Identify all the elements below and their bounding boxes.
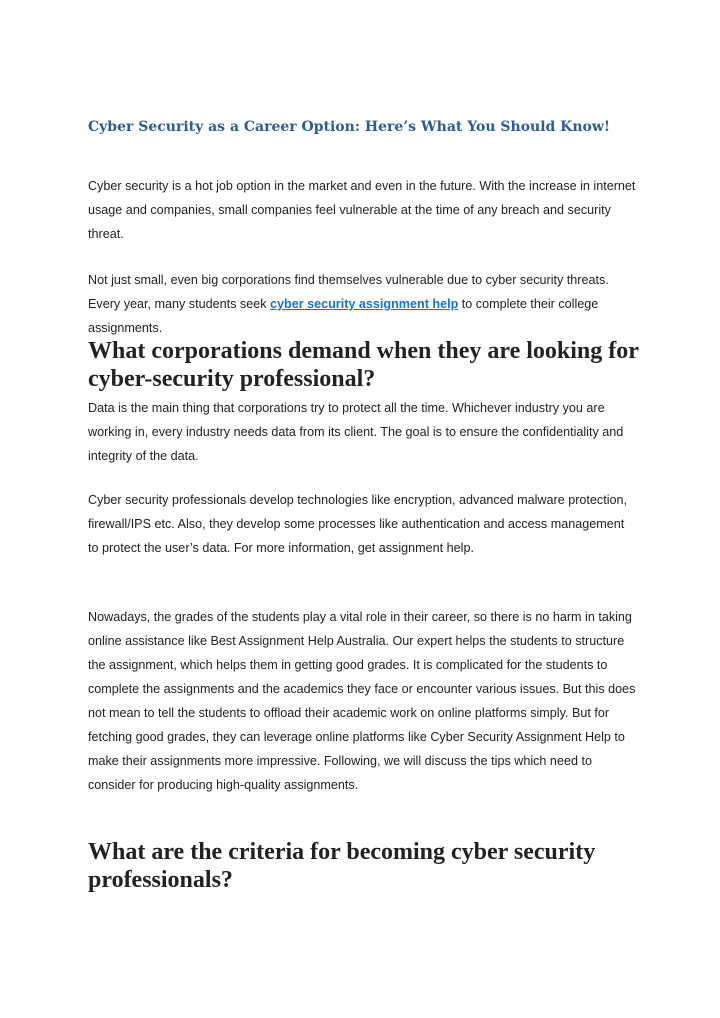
document-title: Cyber Security as a Career Option: Here’s What You Should Know! — [88, 119, 611, 135]
section-heading-corporations-demand: What corporations demand when they are looking for cyber-security professional? — [88, 338, 639, 392]
second-paragraph-text-after-link: to complete their college assignments. — [88, 297, 599, 335]
section-heading-criteria: What are the criteria for becoming cyber security professionals? — [88, 839, 596, 893]
student-grades-paragraph: Nowadays, the grades of the students play a vital role in their career, so there is no harm in taking online assistance like Best Assignment Help Australia. Our expert helps the students to structure the assignment, which helps them in getting good grades. It is complicated for the students to complete the assignments and the academics they face or encounter various issues. But this does not mean to tell the students to offload their academic work on online platforms simply. But for fetching good grades, they can leverage online platforms like Cyber Security Assignment Help to make their assignments more impressive. Following, we will discuss the tips which need to consider for producing high-quality assignments. — [88, 610, 636, 792]
second-paragraph-text-before-link: Not just small, even big corporations find themselves vulnerable due to cyber security threats. Every year, many students seek — [88, 273, 609, 311]
cyber-security-assignment-help-link[interactable]: cyber security assignment help — [270, 297, 459, 311]
data-protection-paragraph: Data is the main thing that corporations try to protect all the time. Whichever industry you are working in, every industry needs data from its client. The goal is to ensure the confidentiality and integrity of the data. — [88, 401, 624, 463]
professionals-technologies-paragraph: Cyber security professionals develop technologies like encryption, advanced malware protection, firewall/IPS etc. Also, they develop some processes like authentication and access management to protect the user’s data. For more information, get assignment help. — [88, 493, 628, 555]
second-paragraph — [88, 268, 636, 340]
intro-paragraph: Cyber security is a hot job option in the market and even in the future. With the increase in internet usage and companies, small companies feel vulnerable at the time of any breach and security threat. — [88, 179, 636, 241]
